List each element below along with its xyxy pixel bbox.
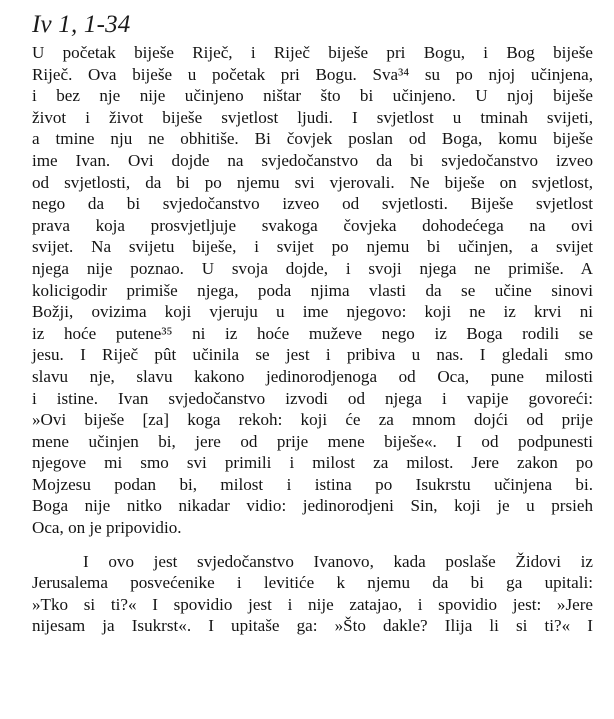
text-line: život i život biješe svjetlost ljudi. I svjetlost u tminah svijeti, (32, 107, 593, 127)
paragraph-2 (32, 551, 593, 637)
text-line: Jerusalema posvećenike i levitiće k njemu da bi ga upitali: (32, 573, 593, 593)
text-line: I ovo jest svjedočanstvo Ivanovo, kada poslaše Židovi iz (83, 551, 593, 571)
text-line: a tmine nju ne obhitiše. Bi čovjek poslan od Boga, komu biješe (32, 129, 593, 149)
text-line: U početak biješe Riječ, i Riječ biješe pri Bogu, i Bog biješe (32, 43, 593, 62)
text-line: svijet. Na svijetu biješe, i svijet po njemu bi učinjen, a svijet (32, 237, 593, 257)
text-line: Oca, on je pripovidio. (32, 518, 182, 538)
text-line: Božji, ovizima koji vjeruju u ime njegovo: koji ne iz krvi ni (32, 302, 593, 322)
text-line: Riječ. Ova biješe u početak pri Bogu. Sva³⁴ su po njoj učinjena, (32, 64, 593, 84)
text-line: prava koja prosvjetljuje svakoga čovjeka dohodećega na ovi (32, 215, 593, 235)
text-line: iz hoće putene³⁵ ni iz hoće muževe nego iz Boga rodili se (32, 323, 593, 343)
text-line: »Tko si ti?« I spovidio jest i nije zatajao, i spovidio jest: »Jere (32, 594, 593, 614)
text-line: slavu nje, slavu kakono jedinorodjenoga od Oca, pune milosti (32, 366, 593, 386)
text-line: jesu. I Riječ pût učinila se jest i pribiva u nas. I gledali smo (32, 345, 593, 365)
text-line: Mojzesu podan bi, milost i istina po Isukrstu učinjena bi. (32, 474, 593, 494)
text-line: i istine. Ivan svjedočanstvo izvodi od njega i vapije govoreći: (32, 388, 593, 408)
text-line: od svjetlosti, da bi po njemu svi vjerovali. Ne biješe on svjetlost, (32, 172, 593, 192)
text-line: nijesam ja Isukrst«. I upitaše ga: »Što dakle? Ilija li si ti?« I (32, 616, 593, 636)
paragraph-1 (32, 42, 593, 539)
text-line: »Ovi biješe [za] koga rekoh: koji će za mnom dojći od prije (32, 410, 593, 430)
text-line: njegove mi smo svi primili i milost za milost. Jere zakon po (32, 453, 593, 473)
text-line: njega nije poznao. U svoja dojde, i svoji njega ne primiše. A (32, 258, 593, 278)
page-heading: Iv 1, 1-34 (32, 11, 131, 38)
text-line: kolicigodir primiše njega, poda njima vlasti da se učine sinovi (32, 280, 593, 300)
text-line: nego da bi svjedočanstvo izveo od svjetlosti. Biješe svjetlost (32, 194, 593, 214)
text-line: Boga nije nitko nikadar vidio: jedinorodjeni Sin, koji je u prsieh (32, 496, 593, 516)
text-line: i bez nje nije učinjeno ništar što bi učinjeno. U njoj biješe (32, 86, 593, 106)
text-line: mene učinjen bi, jere od prije mene biješe«. I od podpunesti (32, 431, 593, 451)
text-line: ime Ivan. Ovi dojde na svjedočanstvo da bi svjedočanstvo izveo (32, 150, 593, 170)
